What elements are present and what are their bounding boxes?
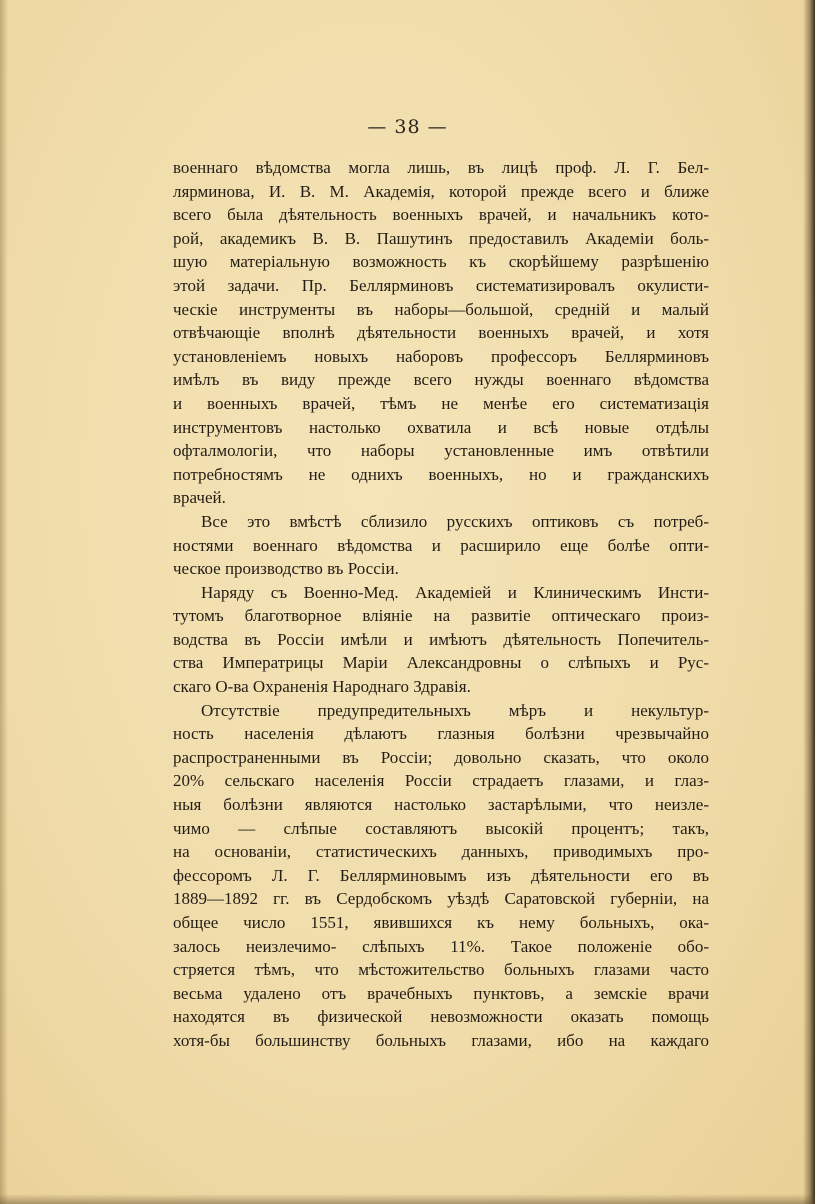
text-line: офталмологіи, что наборы установленные имъ отвѣтили	[173, 441, 709, 461]
text-line: фессоромъ Л. Г. Беллярминовымъ изъ дѣятельности его въ	[173, 865, 709, 885]
text-line: имѣлъ въ виду прежде всего нужды военнаго вѣдомства	[173, 370, 709, 390]
text-line: ства Императрицы Маріи Александровны о слѣпыхъ и Рус-	[173, 653, 709, 673]
text-line: военнаго вѣдомства могла лишь, въ лицѣ проф. Л. Г. Бел-	[173, 158, 709, 177]
text-line: залось неизлечимо- слѣпыхъ 11%. Такое положеніе обо-	[173, 936, 709, 956]
text-line: общее число 1551, явившихся къ нему больныхъ, ока-	[173, 913, 709, 932]
text-line: 20% сельскаго населенія Россіи страдаетъ глазами, и глаз-	[173, 771, 709, 791]
text-line: ческое производство въ Россіи.	[173, 559, 399, 579]
text-line: ностями военнаго вѣдомства и расширило еще болѣе опти-	[173, 535, 709, 555]
text-line: шую матеріальную возможность къ скорѣйшему разрѣшенію	[173, 252, 709, 272]
text-line: инструментовъ настолько охватила и всѣ новые отдѣлы	[173, 417, 709, 437]
text-line: Все это вмѣстѣ сблизило русскихъ оптиковъ съ потреб-	[201, 511, 709, 531]
text-line: ныя болѣзни являются настолько застарѣлыми, что неизле-	[173, 795, 709, 815]
text-line: 1889—1892 гг. въ Сердобскомъ уѣздѣ Саратовской губерніи, на	[173, 889, 709, 909]
text-line: распространенными въ Россіи; довольно сказать, что около	[173, 747, 709, 767]
text-line: Наряду съ Военно-Мед. Академіей и Клиническимъ Инсти-	[201, 582, 709, 602]
page-right-edge	[803, 0, 815, 1204]
text-line: скаго О-ва Охраненія Народнаго Здравія.	[173, 677, 471, 697]
text-line: потребностямъ не однихъ военныхъ, но и гражданскихъ	[173, 464, 709, 484]
paragraph-4	[173, 699, 709, 1053]
text-line: и военныхъ врачей, тѣмъ не менѣе его систематизація	[173, 393, 709, 413]
page-left-edge	[0, 0, 8, 1204]
text-line: хотя-бы большинству больныхъ глазами, ибо на каждаго	[173, 1030, 709, 1050]
text-line: стряется тѣмъ, что мѣстожительство больныхъ глазами часто	[173, 960, 709, 980]
text-line: установленіемъ новыхъ наборовъ профессоръ Беллярминовъ	[173, 346, 709, 366]
text-line: всего была дѣятельность военныхъ врачей, и начальникъ кото-	[173, 205, 709, 225]
text-line: весьма удалено отъ врачебныхъ пунктовъ, а земскіе врачи	[173, 983, 709, 1003]
text-line: водства въ Россіи имѣли и имѣютъ дѣятельность Попечитель-	[173, 629, 709, 649]
text-line: врачей.	[173, 488, 226, 508]
paragraph-2	[173, 510, 709, 581]
text-line: ность населенія дѣлаютъ глазныя болѣзни чрезвычайно	[173, 724, 709, 744]
text-line: ческіе инструменты въ наборы—большой, средній и малый	[173, 299, 709, 319]
text-line: отвѣчающіе вполнѣ дѣятельности военныхъ врачей, и хотя	[173, 323, 709, 343]
text-line: на основаніи, статистическихъ данныхъ, приводимыхъ про-	[173, 842, 709, 862]
body-text	[173, 156, 709, 1053]
page-number: — 38 —	[367, 116, 448, 138]
page-bottom-edge	[0, 1194, 815, 1204]
text-line: лярминова, И. В. М. Академія, которой прежде всего и ближе	[173, 181, 709, 201]
text-line: находятся въ физической невозможности оказать помощь	[173, 1007, 709, 1027]
text-line: чимо — слѣпые составляютъ высокій процентъ; такъ,	[173, 818, 709, 838]
text-line: Отсутствіе предупредительныхъ мѣръ и некультур-	[201, 700, 709, 720]
text-line: этой задачи. Пр. Беллярминовъ систематизировалъ окулисти-	[173, 275, 709, 295]
paragraph-1	[173, 156, 709, 510]
paragraph-3	[173, 581, 709, 699]
text-line: рой, академикъ В. В. Пашутинъ предоставилъ Академіи боль-	[173, 228, 709, 248]
text-line: тутомъ благотворное вліяніе на развитіе оптическаго произ-	[173, 606, 709, 626]
